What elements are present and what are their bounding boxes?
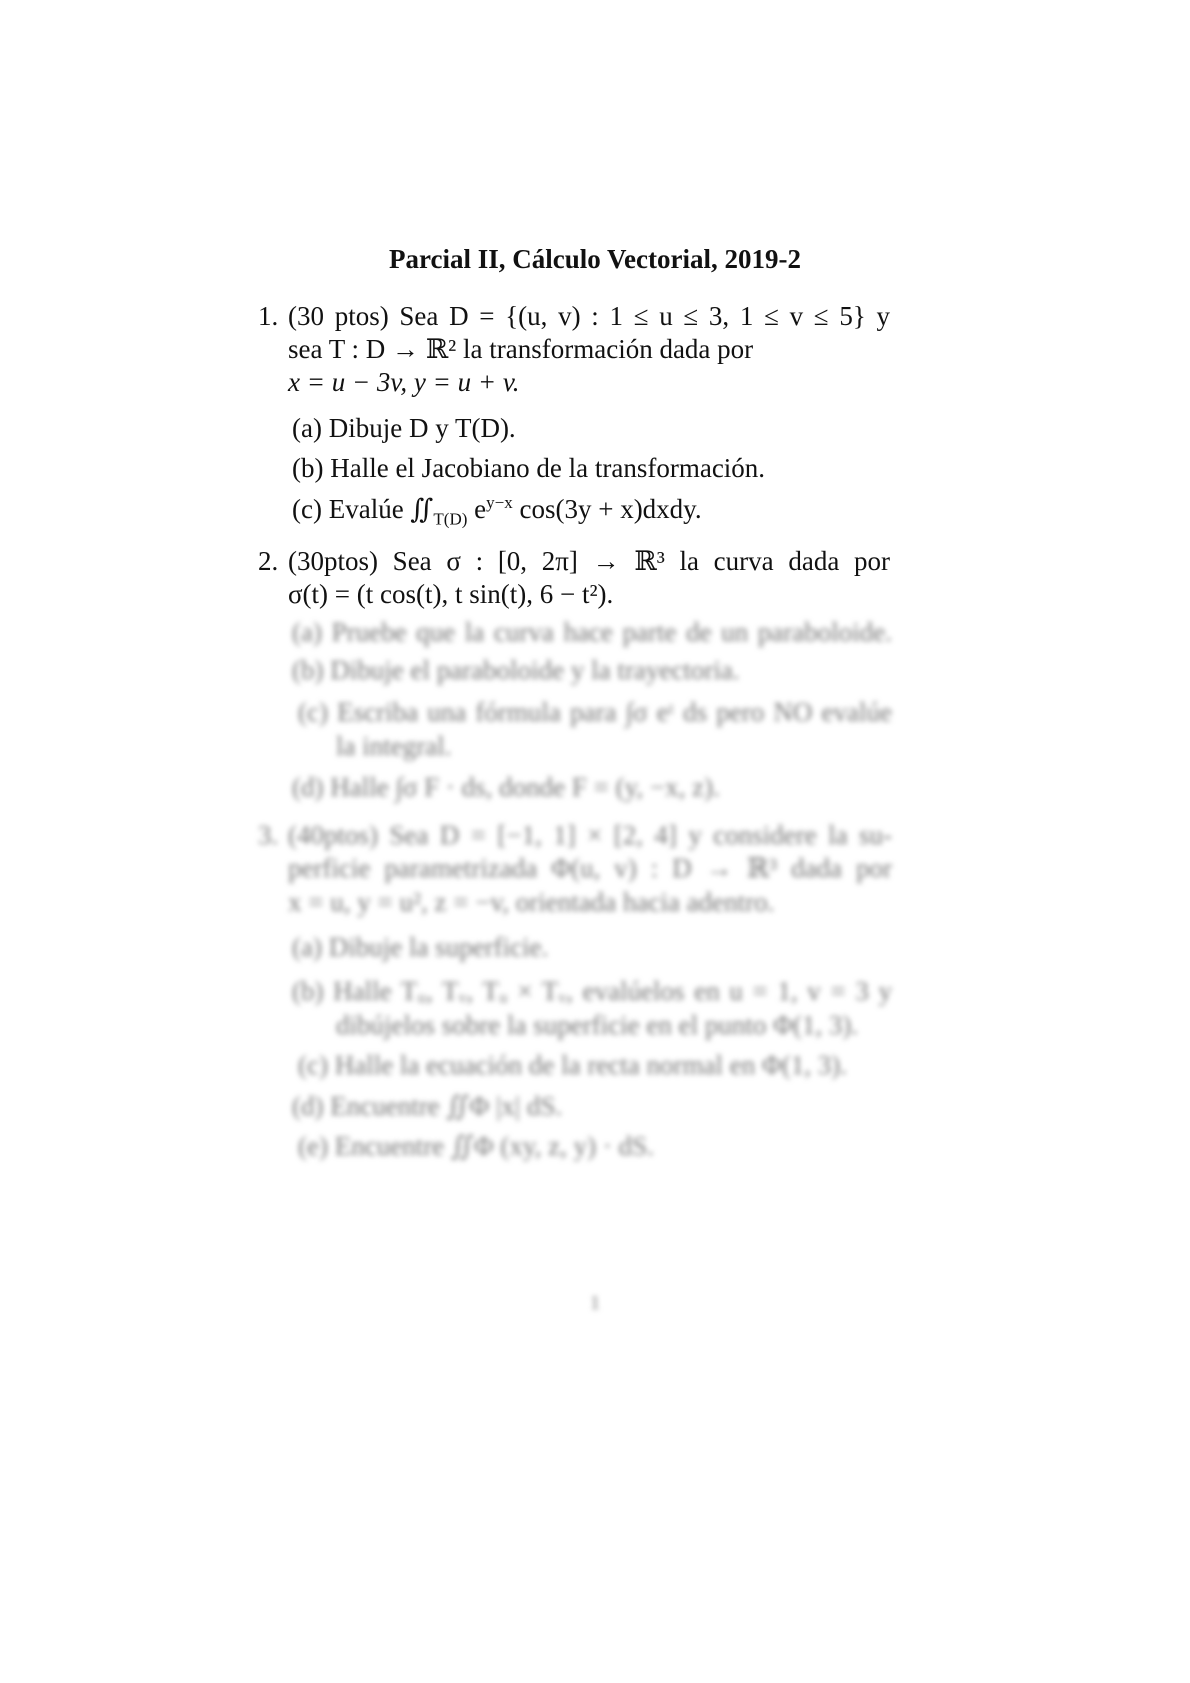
q1-part-a: (a) Dibuje D y T(D). [292, 413, 516, 443]
q1-c-post: cos(3y + x)dxdy. [512, 494, 702, 524]
q1-line1: (30 ptos) Sea D = {(u, v) : 1 ≤ u ≤ 3, 1 ≤ v ≤ 5} y [288, 301, 890, 331]
q1-c-pre: (c) Evalúe ∬ [292, 494, 434, 524]
q3-line1: (40ptos) Sea D = [−1, 1] × [2, 4] y considere la su- [288, 820, 892, 850]
q3-part-b-line1: (b) Halle Tᵤ, Tᵥ, Tᵤ × Tᵥ, evalúelos en u = 1, v = 3 y [292, 976, 892, 1006]
q2-number: 2. [258, 546, 279, 576]
exam-title: Parcial II, Cálculo Vectorial, 2019-2 [389, 244, 801, 274]
q2-part-a: (a) Pruebe que la curva hace parte de un paraboloide. [292, 617, 892, 647]
q3-number: 3. [258, 820, 279, 850]
q2-part-b: (b) Dibuje el paraboloide y la trayectoria. [292, 655, 740, 685]
q3-part-e: (e) Encuentre ∬Φ (xy, z, y) · dS. [298, 1131, 654, 1161]
q1-c-sup: y−x [486, 493, 513, 512]
q1-part-c [292, 493, 702, 529]
q2-part-c-line1: (c) Escriba una fórmula para ∫σ eᵗ ds pero NO evalúe [298, 697, 892, 727]
q3-part-b-line2: dibújelos sobre la superficie en el punto Φ(1, 3). [336, 1010, 859, 1040]
q2-line1: (30ptos) Sea σ : [0, 2π] → ℝ³ la curva dada por [288, 546, 890, 576]
page-number: 1 [590, 1292, 600, 1314]
q1-number: 1. [258, 301, 279, 331]
q3-line2: perficie parametrizada Φ(u, v) : D → ℝ³ dada por [288, 853, 892, 883]
q1-part-b: (b) Halle el Jacobiano de la transformación. [292, 453, 766, 483]
q2-part-d: (d) Halle ∫σ F · ds, donde F = (y, −x, z). [292, 772, 720, 802]
q2-line2: σ(t) = (t cos(t), t sin(t), 6 − t²). [288, 579, 614, 609]
q1-line2: sea T : D → ℝ² la transformación dada por [288, 334, 754, 364]
q2-part-c-line2: la integral. [336, 731, 452, 761]
q3-part-a: (a) Dibuje la superficie. [292, 932, 549, 962]
q3-part-d: (d) Encuentre ∬Φ |x| dS. [292, 1091, 563, 1121]
q1-c-e: e [467, 494, 487, 524]
q1-c-sub: T(D) [433, 509, 468, 529]
q3-line3: x = u, y = u², z = −v, orientada hacia adentro. [288, 887, 775, 917]
q3-part-c: (c) Halle la ecuación de la recta normal en Φ(1, 3). [298, 1050, 847, 1080]
q1-line3: x = u − 3v, y = u + v. [288, 367, 520, 397]
